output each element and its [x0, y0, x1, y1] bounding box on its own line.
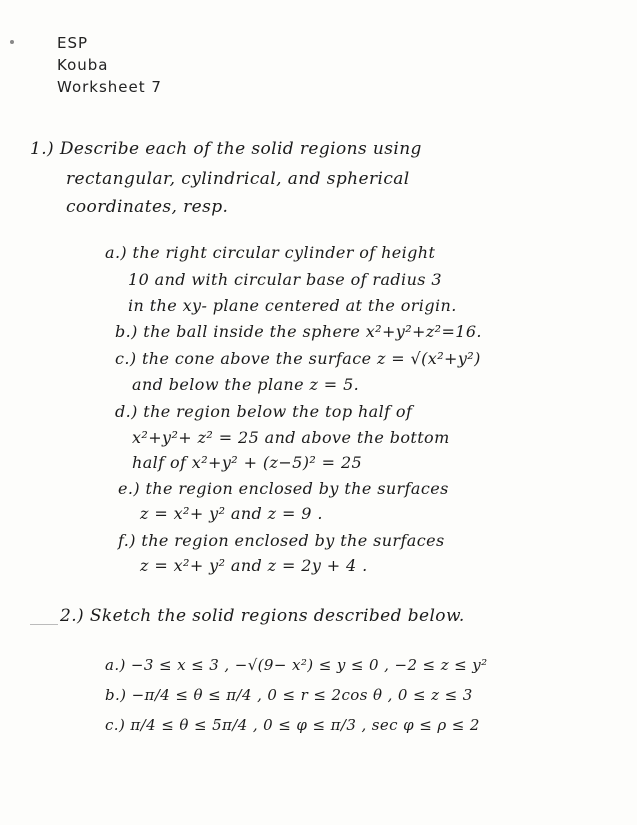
problem1-item-c-line2: and below the plane z = 5. — [132, 375, 360, 394]
problem1-item-d-line2: x²+y²+ z² = 25 and above the bottom — [132, 428, 450, 447]
problem1-item-a-line2: 10 and with circular base of radius 3 — [128, 270, 442, 289]
problem2-intro: 2.) Sketch the solid regions described below. — [60, 606, 465, 626]
problem1-item-e-line1: e.) the region enclosed by the surfaces — [118, 479, 449, 498]
problem1-item-f-line1: f.) the region enclosed by the surfaces — [118, 531, 445, 550]
problem1-intro-line3: coordinates, resp. — [66, 197, 229, 217]
problem2-item-c: c.) π/4 ≤ θ ≤ 5π/4 , 0 ≤ φ ≤ π/3 , sec φ ≤ ρ ≤ 2 — [105, 716, 480, 734]
page-mark — [10, 40, 14, 44]
problem1-item-f-line2: z = x²+ y² and z = 2y + 4 . — [140, 556, 368, 575]
problem1-intro-line2: rectangular, cylindrical, and spherical — [66, 169, 410, 189]
problem1-item-d-line1: d.) the region below the top half of — [115, 402, 413, 421]
margin-dash — [30, 624, 58, 625]
header-instructor: Kouba — [57, 56, 109, 74]
problem1-item-c-line1: c.) the cone above the surface z = √(x²+y²) — [115, 349, 481, 368]
problem2-item-a: a.) −3 ≤ x ≤ 3 , −√(9− x²) ≤ y ≤ 0 , −2 ≤ z ≤ y² — [105, 656, 488, 674]
problem1-intro-line1: 1.) Describe each of the solid regions using — [30, 139, 422, 159]
problem1-item-d-line3: half of x²+y² + (z−5)² = 25 — [132, 453, 363, 472]
problem1-item-b: b.) the ball inside the sphere x²+y²+z²=16. — [115, 322, 482, 341]
problem1-item-e-line2: z = x²+ y² and z = 9 . — [140, 504, 323, 523]
header-worksheet: Worksheet 7 — [57, 78, 162, 96]
problem1-item-a-line1: a.) the right circular cylinder of height — [105, 243, 436, 262]
problem2-item-b: b.) −π/4 ≤ θ ≤ π/4 , 0 ≤ r ≤ 2cos θ , 0 ≤ z ≤ 3 — [105, 686, 473, 704]
header-course: ESP — [57, 34, 89, 52]
problem1-item-a-line3: in the xy- plane centered at the origin. — [128, 296, 457, 315]
